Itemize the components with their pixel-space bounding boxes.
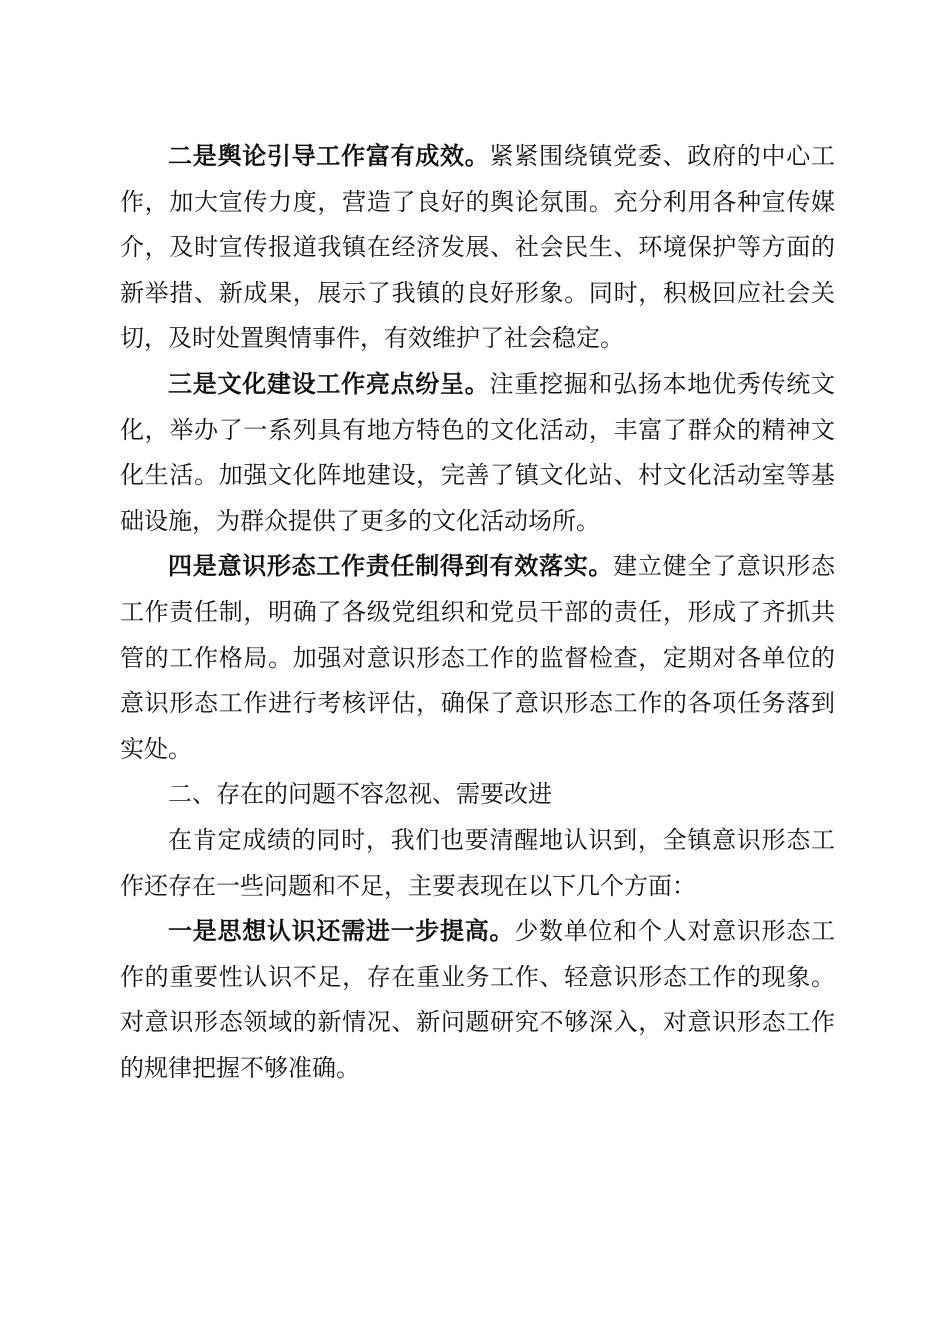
paragraph-public-opinion: [120, 134, 835, 362]
paragraph-lead: 三是文化建设工作亮点纷呈。: [168, 369, 490, 398]
paragraph-text: 少数单位和个人对意识形态工作的重要性认识不足，存在重业务工作、轻意识形态工作的现象。对意识形态领域的新情况、新问题研究不够深入，对意识形态工作的规律把握不够准确。: [120, 917, 836, 1082]
paragraph-culture: [120, 362, 835, 544]
paragraph-text: 紧紧围绕镇党委、政府的中心工作，加大宣传力度，营造了良好的舆论氛围。充分利用各种宣传媒介，及时宣传报道我镇在经济发展、社会民生、环境保护等方面的新举措、新成果，展示了我镇的良好形象。同时，积极回应社会关切，及时处置舆情事件，有效维护了社会稳定。: [120, 142, 835, 353]
paragraph-responsibility: [120, 544, 835, 772]
paragraph-awareness: [120, 909, 835, 1091]
paragraph-lead: 一是思想认识还需进一步提高。: [168, 917, 515, 946]
document-body: [120, 134, 835, 1091]
section-heading: 二、存在的问题不容忽视、需要改进: [168, 780, 552, 809]
paragraph-lead: 四是意识形态工作责任制得到有效落实。: [168, 552, 614, 581]
intro-paragraph: 在肯定成绩的同时，我们也要清醒地认识到，全镇意识形态工作还存在一些问题和不足，主要表现在以下几个方面：: [120, 825, 835, 900]
paragraph-lead: 二是舆论引导工作富有成效。: [168, 142, 490, 170]
paragraph-text: 建立健全了意识形态工作责任制，明确了各级党组织和党员干部的责任，形成了齐抓共管的工作格局。加强对意识形态工作的监督检查，定期对各单位的意识形态工作进行考核评估，确保了意识形态工作的各项任务落到实处。: [120, 552, 836, 763]
paragraph-text: 注重挖掘和弘扬本地优秀传统文化，举办了一系列具有地方特色的文化活动，丰富了群众的精神文化生活。加强文化阵地建设，完善了镇文化站、村文化活动室等基础设施，为群众提供了更多的文化活动场所。: [120, 369, 835, 535]
